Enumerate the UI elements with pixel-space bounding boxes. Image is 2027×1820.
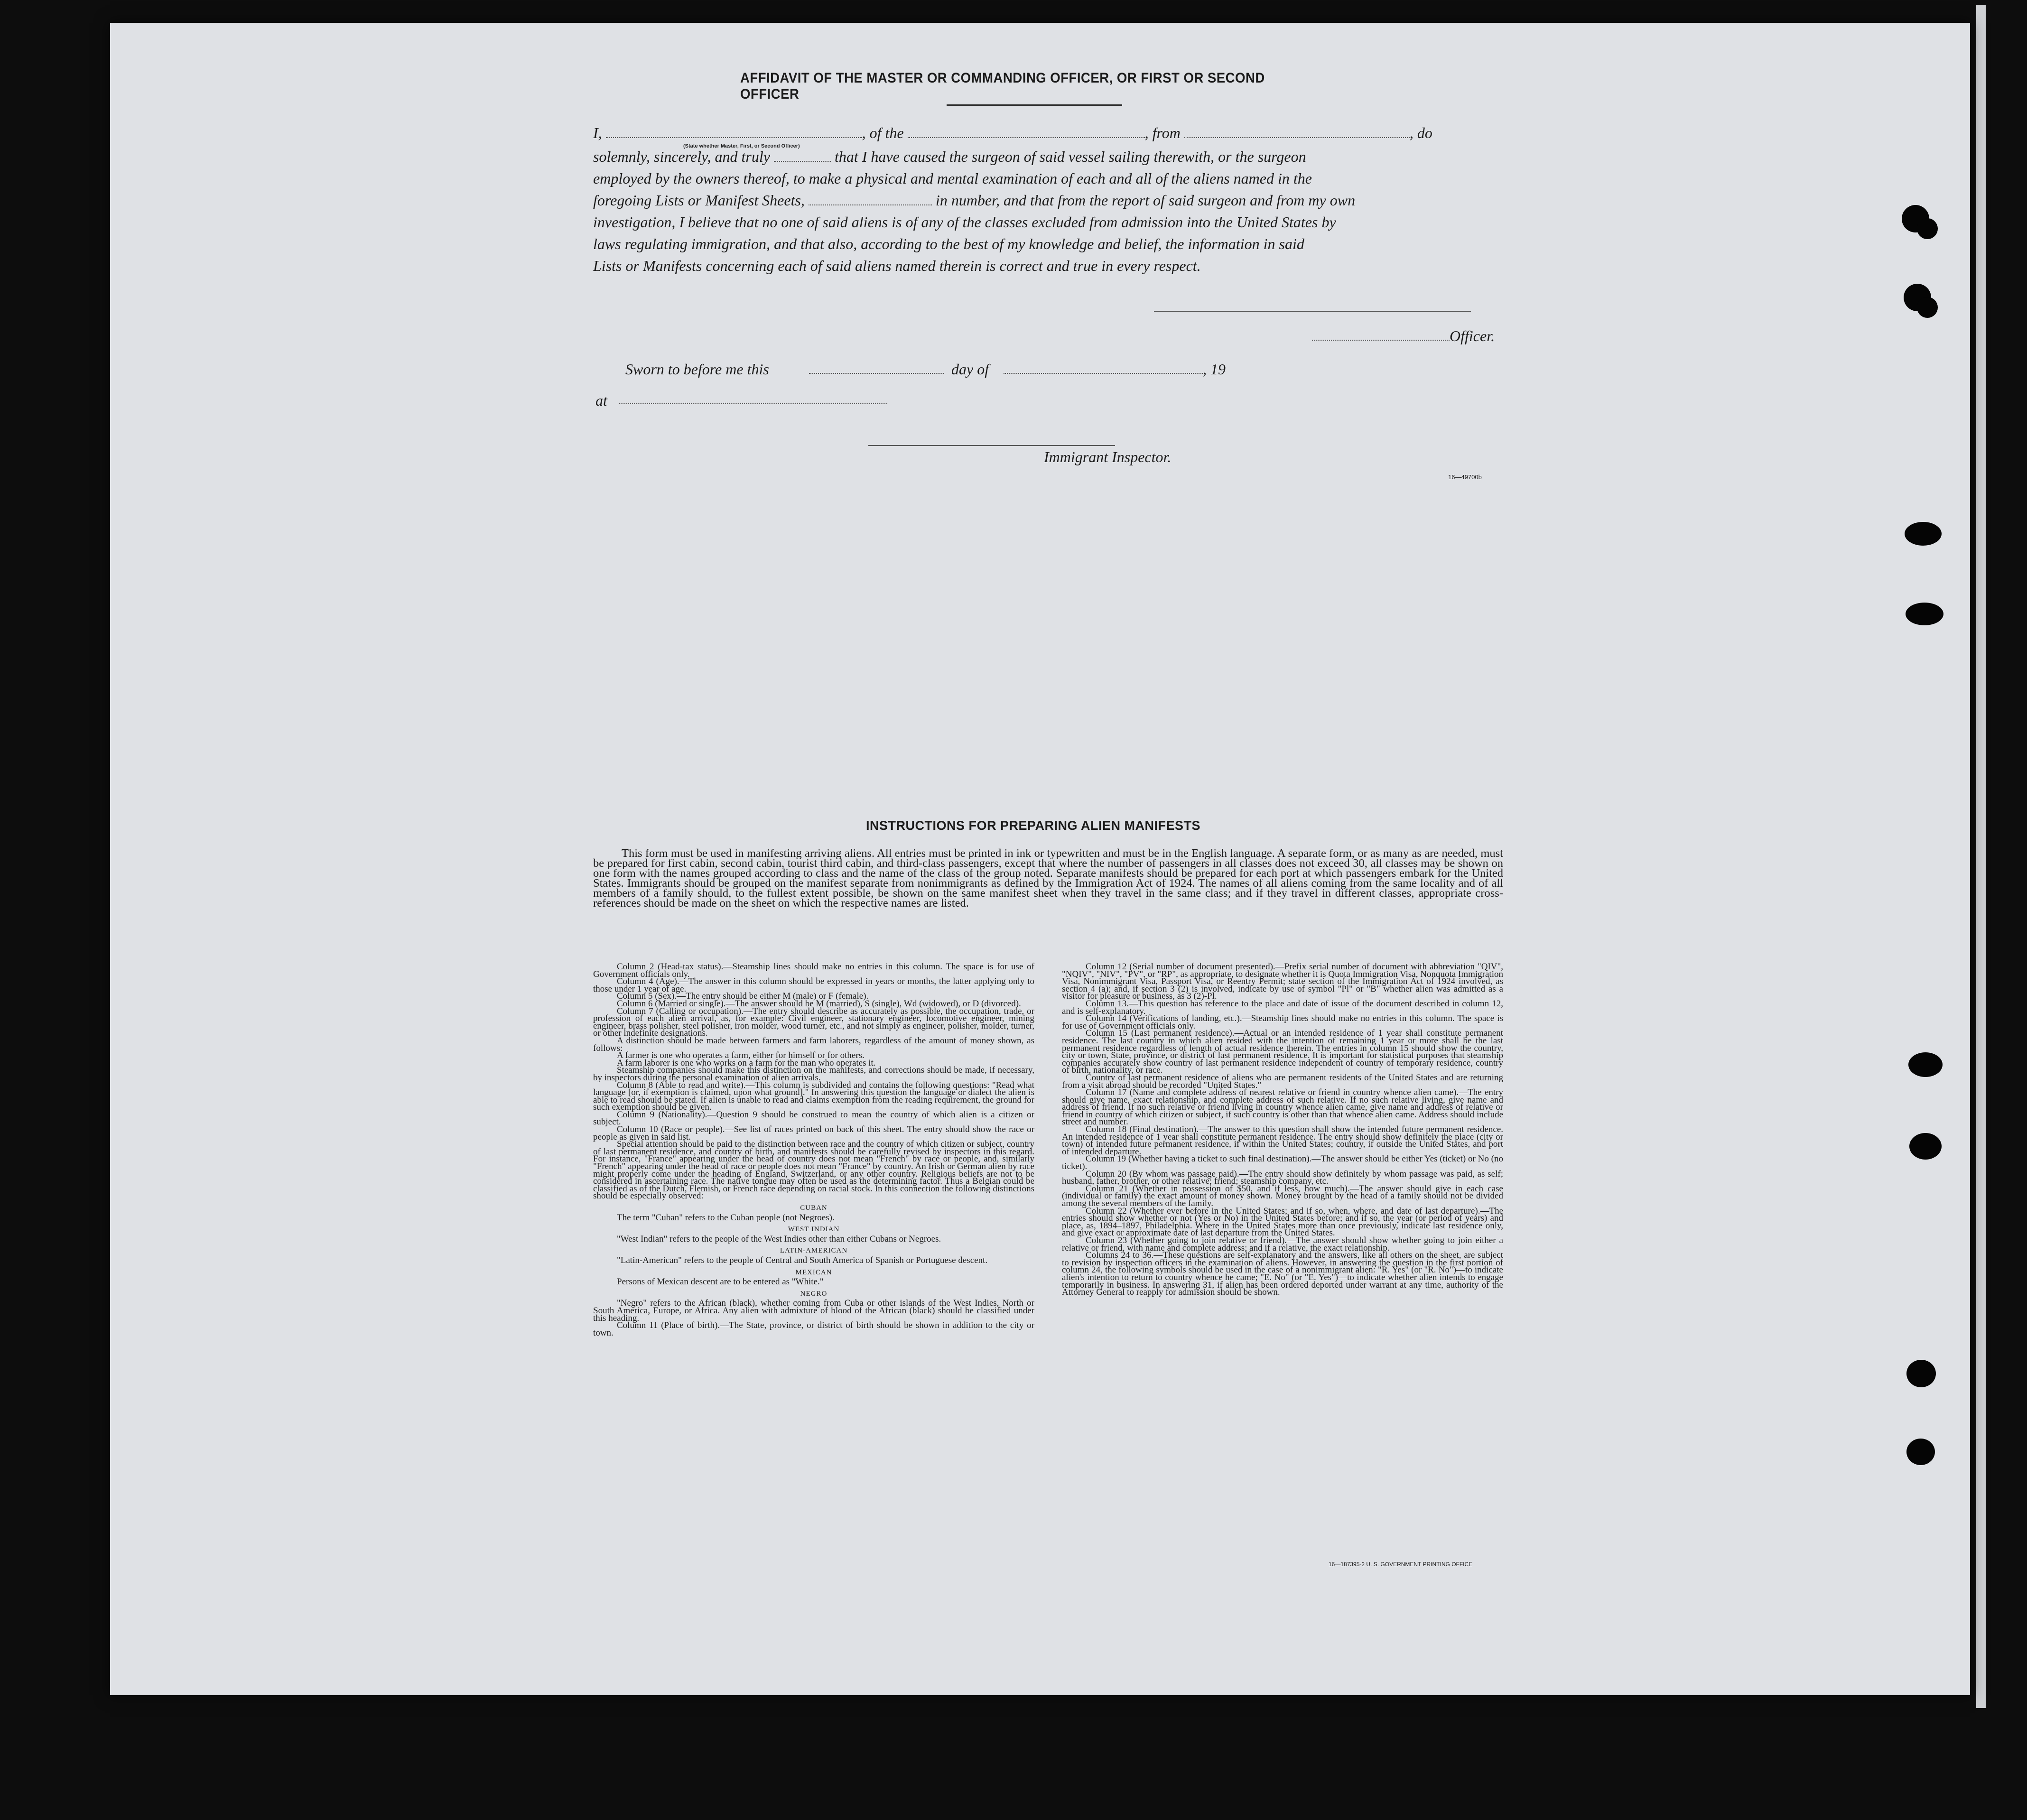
instruction-paragraph: Column 6 (Married or single).—The answer should be M (married), S (single), Wd (widowed), or D (divorced). [617, 998, 1021, 1009]
instruction-paragraph: Country of last permanent residence of aliens who are permanent residents of the United States and are returning from a visit abroad should be recorded "United States." [1062, 1072, 1503, 1090]
binder-hole [1906, 1439, 1935, 1465]
vessel-name-field[interactable] [908, 137, 1145, 138]
instruction-paragraph: A farm laborer is one who works on a farm for the man who operates it. [617, 1058, 876, 1068]
instruction-paragraph: A farmer is one who operates a farm, either for himself or for others. [617, 1050, 865, 1061]
instruction-paragraph: Column 15 (Last permanent residence).—Actual or an intended residence of 1 year shall constitute permanent residence. The last country in which alien resided with the intention of remaining 1 year or more shall be the last permanent residence regardless of length of actual residence therein. The entries in column 15 should show the country, city or town, State, province, or district of last permanent residence. It is important for statistical purposes that steamship companies accurately show country of last permanent residence independent of country of temporary residence, country of birth, nationality, or race. [1062, 1028, 1503, 1076]
affidavit-line-1 [593, 124, 1504, 142]
instruction-paragraph: Column 23 (Whether going to join relative or friend).—The answer should show whether going to join either a relative or friend, with name and complete address; and if a relative, the exact relationship. [1062, 1235, 1503, 1253]
affidavit-line-5: investigation, I believe that no one of said aliens is of any of the classes excluded from admission into the United States by [593, 214, 1336, 231]
instruction-paragraph: Column 11 (Place of birth).—The State, province, or district of birth should be shown in addition to the city or town. [593, 1320, 1034, 1338]
heading-negro: NEGRO [800, 1290, 828, 1298]
i-label: I, [593, 124, 602, 141]
signature-line[interactable] [1154, 311, 1471, 312]
instruction-paragraph: Special attention should be paid to the distinction between race and the country of which citizen or subject, country of last permanent residence, and country of birth, and manifests should be carefully revised by inspectors in this regard. For instance, "France" appearing under the head of country does not mean "French" by race or people, and, similarly "French" appearing under the head of race or people does not mean "France" by country. An Irish or German alien by race might properly come under the heading of England, Switzerland, or any other country. Religious beliefs are not to be considered in ascertaining race. The native tongue may often be used as the determining factor. Thus a Belgian could be classified as of the Dutch, Flemish, or French race depending on racial stock. In this connection the following distinctions should be especially observed: [593, 1139, 1034, 1201]
binder-hole [1906, 1360, 1936, 1387]
title-rule [947, 104, 1122, 106]
printing-office-footer: 16—187395-2 U. S. GOVERNMENT PRINTING OFFICE [1329, 1561, 1473, 1568]
instruction-paragraph: Column 14 (Verifications of landing, etc.).—Steamship lines should make no entries in this column. The space is for use of Government officials only. [1062, 1013, 1503, 1031]
instruction-paragraph: Column 9 (Nationality).—Question 9 should be construed to mean the country of which alien is a citizen or subject. [593, 1109, 1034, 1127]
instruction-paragraph: Column 4 (Age).—The answer in this column should be expressed in years or months, the latter applying only to those under 1 year of age. [593, 976, 1034, 994]
instructions-left-column [593, 963, 1034, 1337]
instruction-paragraph: Column 2 (Head-tax status).—Steamship lines should make no entries in this column. The space is for use of Government officials only. [593, 962, 1034, 979]
heading-mexican: MEXICAN [795, 1268, 832, 1276]
affidavit-line-4 [593, 192, 1504, 209]
port-from-field[interactable] [1184, 137, 1410, 138]
sworn-label: Sworn to before me this [625, 361, 769, 378]
affidavit-line-2 [593, 148, 1504, 166]
instruction-paragraph: Column 18 (Final destination).—The answer to this question shall show the intended future permanent residence. An intended residence of 1 year shall constitute permanent residence. The entry should show definitely the place (city or town) of intended future permanent residence, if within the United States; country, if outside the United States, and port of intended departure. [1062, 1124, 1503, 1157]
officer-label: Officer. [1450, 327, 1495, 344]
officer-title-field[interactable] [1312, 340, 1450, 341]
affidavit-form-number: 16—49700b [1448, 474, 1482, 481]
instructions-intro: This form must be used in manifesting arriving aliens. All entries must be printed in ink or typewritten and must be in the English language. A separate form, or as many as are needed, must be prepared for first cabin, second cabin, tourist third cabin, and third-class passengers, except that where the number of passengers in all classes does not exceed 30, all classes may be shown on one form with the names grouped according to class and the name of the class of the group noted. Separate manifests should be prepared for each port at which passengers embark for the United States. Immigrants should be grouped on the manifest separate from nonimmigrants as defined by the Immigration Act of 1924. The names of all aliens coming from the same locality and of all members of a family should, to the fullest extent possible, be shown on the same manifest sheet when they travel in the same class; and if they travel in different classes, appropriate cross-references should be made on the sheet on which the respective names are listed. [593, 847, 1503, 910]
instructions-right-column [1062, 963, 1503, 1296]
surgeon-text: that I have caused the surgeon of said vessel sailing therewith, or the surgeon [834, 148, 1306, 165]
from-label: , from [1144, 124, 1181, 141]
affidavit-title: AFFIDAVIT OF THE MASTER OR COMMANDING OFFICER, OR FIRST OR SECOND OFFICER [740, 70, 1265, 102]
instruction-paragraph: Steamship companies should make this distinction on the manifests, and corrections should be made, if necessary, by inspectors during the personal examination of alien arrivals. [593, 1065, 1034, 1083]
sworn-place-field[interactable] [619, 403, 887, 404]
inspector-signature-line[interactable] [868, 445, 1115, 446]
instruction-paragraph: "West Indian" refers to the people of the West Indies other than either Cubans or Negroes. [617, 1234, 941, 1244]
of-the-label: , of the [862, 124, 904, 141]
instruction-paragraph: Columns 24 to 36.—These questions are self-explanatory and the answers, like all others on the sheet, are subject to revision by inspection officers in the examination of aliens. However, in answering the question in the first portion of column 24, the following symbols should be used in the case of a nonimmigrant alien: "R. Yes" (or "R. No")—to indicate alien's intention to return to country whence he came; "E. No" (or "E. Yes")—to indicate whether alien intends to engage temporarily in business. In answering 31, if alien has been ordered deported under warrant at any time, authority of the Attorney General to reapply for admission should be shown. [1062, 1250, 1503, 1298]
sworn-month-field[interactable] [1004, 373, 1203, 374]
instruction-paragraph: Column 13.—This question has reference to the place and date of issue of the document described in column 12, and is self-explanatory. [1062, 998, 1503, 1016]
day-of-label: day of [951, 361, 989, 378]
instruction-paragraph: Column 22 (Whether ever before in the United States; and if so, when, where, and date of last departure).—The entries should show whether or not (Yes or No) in the United States before; and if so, the year (or period of years) and place, as, 1894–1897, Philadelphia. Where in the United States more than once previously, indicate last residence only, and give exact or approximate date of last departure from the United States. [1062, 1206, 1503, 1238]
lists-text: foregoing Lists or Manifest Sheets, [593, 192, 805, 209]
at-label: at [595, 392, 607, 409]
binder-hole [1908, 1052, 1943, 1077]
instruction-paragraph: Persons of Mexican descent are to be entered as "White." [617, 1277, 824, 1287]
affidavit-line-3: employed by the owners thereof, to make a physical and mental examination of each and all of the aliens named in the [593, 170, 1312, 187]
officer-rank-field[interactable] [606, 137, 862, 138]
instruction-paragraph: Column 5 (Sex).—The entry should be either M (male) or F (female). [617, 991, 869, 1002]
officer-rank-note: (State whether Master, First, or Second Officer) [683, 143, 800, 149]
instruction-paragraph: A distinction should be made between farmers and farm laborers, regardless of the amount of money shown, as follows: [593, 1035, 1034, 1053]
binder-hole [1909, 1133, 1942, 1160]
instruction-paragraph: Column 7 (Calling or occupation).—The entry should describe as accurately as possible, the occupation, trade, or profession of each alien arrival, as, for example: Civil engineer, stationary engineer, locomotive engineer, mining engineer, brass polisher, steel polisher, iron molder, wood turner, etc., and not simply as engineer, polisher, molder, turner, or other indefinite designations. [593, 1006, 1034, 1039]
heading-west-indian: WEST INDIAN [788, 1226, 840, 1234]
instruction-paragraph: Column 8 (Able to read and write).—This column is subdivided and contains the following questions: "Read what language [or, if exemption is claimed, upon what ground]." In answering this question the language or dialect the alien is able to read should be stated. If alien is unable to read and claims exemption from the reading requirement, the ground for such exemption should be given. [593, 1080, 1034, 1113]
affidavit-line-6: laws regulating immigration, and that also, according to the best of my knowledge and belief, the information in said [593, 235, 1304, 252]
instruction-paragraph: "Latin-American" refers to the people of Central and South America of Spanish or Portuguese descent. [617, 1255, 988, 1265]
page-edge [1976, 5, 1986, 1708]
binder-hole [1917, 297, 1938, 318]
instruction-paragraph: Column 12 (Serial number of document presented).—Prefix serial number of document with abbreviation "QIV", "NQIV", "NIV", "PV", or "RP", as appropriate, to designate whether it is Quota Immigration Visa, Nonquota Immigration Visa, Nonimmigrant Visa, Passport Visa, or Reentry Permit; state section of the Immigration Act of 1924 involved, as section 4 (a); and, if section 3 (2) is involved, indicate by use of symbol "Pl" or "B" whether alien was admitted as a visitor for pleasure or business, as 3 (2)-Pl. [1062, 962, 1503, 1002]
instruction-paragraph: Column 20 (By whom was passage paid).—The entry should show definitely by whom passage was paid, as self; husband, father, brother, or other relative; friend; steamship company, etc. [1062, 1169, 1503, 1187]
binder-hole [1917, 218, 1938, 239]
instructions-title: INSTRUCTIONS FOR PREPARING ALIEN MANIFESTS [866, 818, 1201, 833]
inspector-label: Immigrant Inspector. [1044, 448, 1172, 465]
binder-hole [1906, 603, 1943, 625]
instruction-paragraph: Column 21 (Whether in possession of $50, and if less, how much).—The answer should give in each case (individual or family) the exact amount of money shown. Money brought by the head of a family should not be divided among the several members of the family. [1062, 1183, 1503, 1208]
swear-or-affirm-field[interactable] [774, 160, 831, 162]
sworn-day-field[interactable] [809, 373, 944, 374]
binder-hole [1905, 522, 1942, 546]
instruction-paragraph: "Negro" refers to the African (black), whether coming from Cuba or other islands of the West Indies, North or South America, Europe, or Africa. Any alien with admixture of blood of the African (black) should be classified under this heading. [593, 1298, 1034, 1323]
do-label: , do [1409, 124, 1432, 141]
affidavit-line-7: Lists or Manifests concerning each of said aliens named therein is correct and true in every respect. [593, 257, 1201, 274]
heading-latin-american: LATIN-AMERICAN [780, 1247, 848, 1255]
year-label: , 19 [1203, 361, 1226, 378]
heading-cuban: CUBAN [800, 1204, 828, 1212]
solemnly-text: solemnly, sincerely, and truly [593, 148, 770, 165]
instruction-paragraph: The term "Cuban" refers to the Cuban people (not Negroes). [617, 1212, 835, 1223]
instruction-paragraph: Column 17 (Name and complete address of nearest relative or friend in country whence alien came).—The entry should give name, exact relationship, and complete address of such relative. If no such relative living, give name and address of friend. If no such relative or friend living in country whence alien came, give name and address of relative or friend in country of which citizen or subject, if such country is other than that whence alien came. Address should include street and number. [1062, 1087, 1503, 1127]
instruction-paragraph: Column 10 (Race or people).—See list of races printed on back of this sheet. The entry should show the race or people as given in said list. [593, 1124, 1034, 1142]
instruction-paragraph: Column 19 (Whether having a ticket to such final destination).—The answer should be either Yes (ticket) or No (no ticket). [1062, 1154, 1503, 1172]
number-of-sheets-field[interactable] [809, 204, 932, 205]
report-text: in number, and that from the report of said surgeon and from my own [935, 192, 1356, 209]
